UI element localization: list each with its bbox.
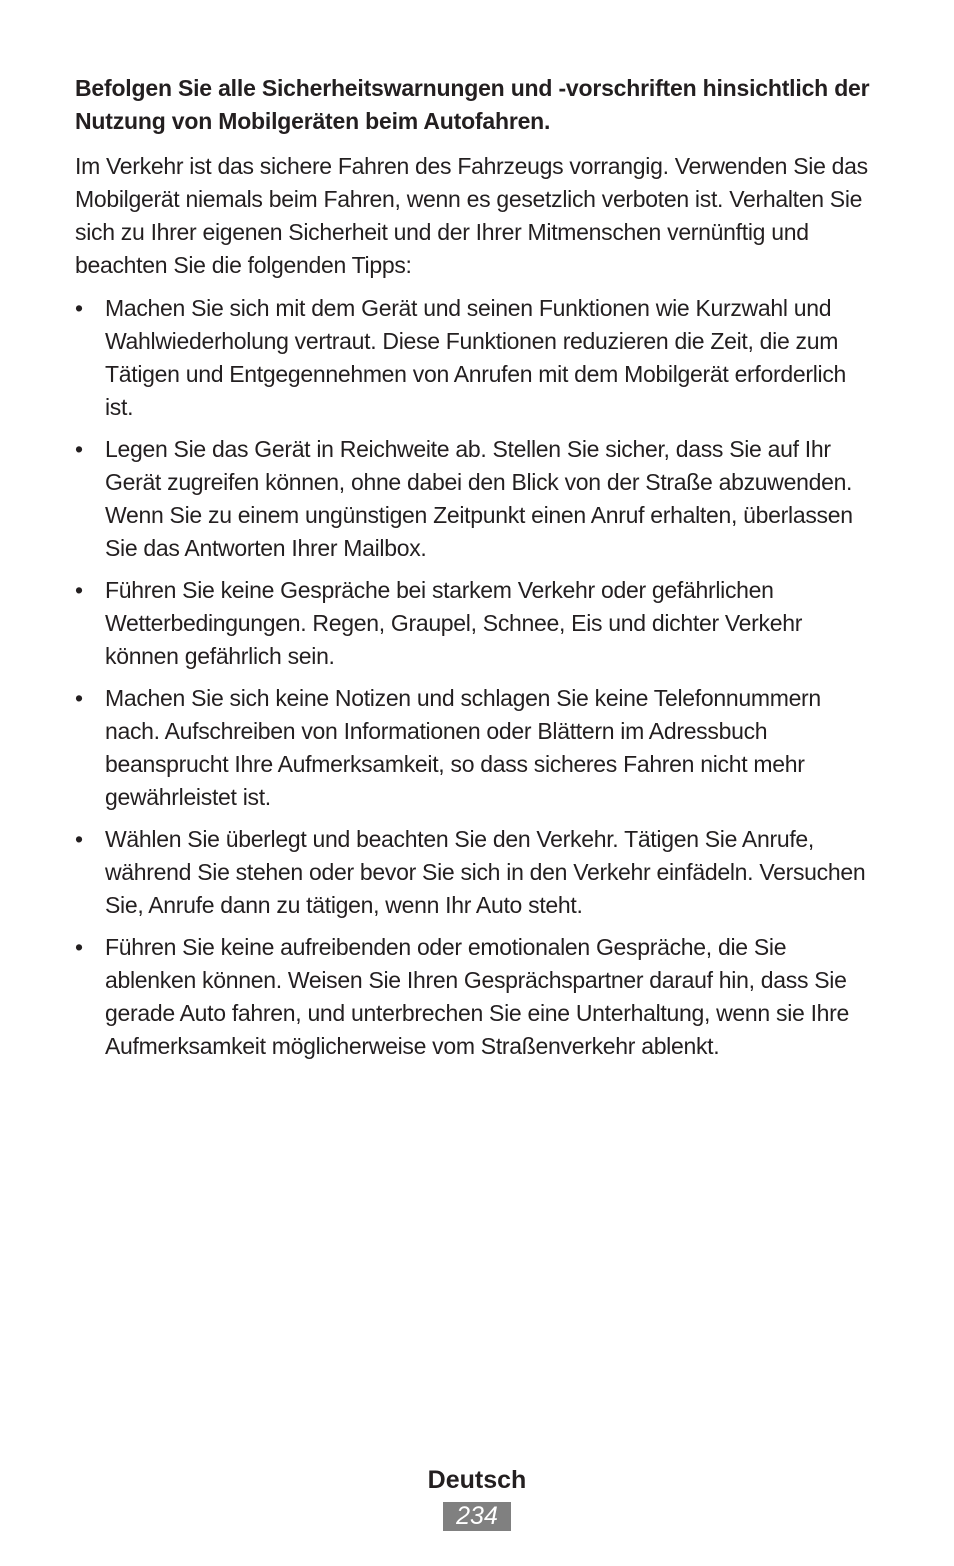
footer-language: Deutsch — [427, 1466, 527, 1494]
list-item-text: Machen Sie sich mit dem Gerät und seinen Funktionen wie Kurzwahl und Wahlwiederholung vertraut. Diese Funktionen reduzieren die Zeit, die zum Tätigen und Entgegennehmen von Anrufen mit dem Mobilgerät erforderlich ist. — [105, 295, 847, 420]
list-item — [75, 574, 875, 673]
list-item-text: Wählen Sie überlegt und beachten Sie den Verkehr. Tätigen Sie Anrufe, während Sie stehen oder bevor Sie sich in den Verkehr einfädeln. Versuchen Sie, Anrufe dann zu tätigen, wenn Ihr Auto steht. — [105, 826, 866, 918]
bullet-icon: • — [75, 685, 83, 711]
bullet-icon: • — [75, 934, 83, 960]
tips-list — [75, 292, 875, 1063]
bullet-icon: • — [75, 826, 83, 852]
list-item — [75, 292, 875, 424]
list-item — [75, 823, 875, 922]
list-item-text: Machen Sie sich keine Notizen und schlagen Sie keine Telefonnummern nach. Aufschreiben von Informationen oder Blättern im Adressbuch beansprucht Ihre Aufmerksamkeit, so dass sicheres Fahren nicht mehr gewährleistet ist. — [105, 685, 821, 810]
list-item — [75, 682, 875, 814]
list-item — [75, 931, 875, 1063]
page-number-badge: 234 — [443, 1502, 511, 1531]
document-body — [75, 72, 875, 1072]
list-item-text: Legen Sie das Gerät in Reichweite ab. Stellen Sie sicher, dass Sie auf Ihr Gerät zugreifen können, ohne dabei den Blick von der Straße abzuwenden. Wenn Sie zu einem ungünstigen Zeitpunkt einen Anruf erhalten, überlassen Sie das Antworten Ihrer Mailbox. — [105, 436, 853, 561]
intro-paragraph: Im Verkehr ist das sichere Fahren des Fahrzeugs vorrangig. Verwenden Sie das Mobilgerät niemals beim Fahren, wenn es gesetzlich verboten ist. Verhalten Sie sich zu Ihrer eigenen Sicherheit und der Ihrer Mitmenschen vernünftig und beachten Sie die folgenden Tipps: — [75, 153, 868, 278]
bullet-icon: • — [75, 577, 83, 603]
bullet-icon: • — [75, 436, 83, 462]
section-heading: Befolgen Sie alle Sicherheitswarnungen und -vorschriften hinsichtlich der Nutzung von Mobilgeräten beim Autofahren. — [75, 75, 870, 134]
page-footer — [0, 1464, 954, 1531]
bullet-icon: • — [75, 295, 83, 321]
list-item-text: Führen Sie keine Gespräche bei starkem Verkehr oder gefährlichen Wetterbedingungen. Regen, Graupel, Schnee, Eis und dichter Verkehr können gefährlich sein. — [105, 577, 803, 669]
list-item — [75, 433, 875, 565]
list-item-text: Führen Sie keine aufreibenden oder emotionalen Gespräche, die Sie ablenken können. Weisen Sie Ihren Gesprächspartner darauf hin, dass Sie gerade Auto fahren, und unterbrechen Sie eine Unterhaltung, wenn sie Ihre Aufmerksamkeit möglicherweise vom Straßenverkehr ablenkt. — [105, 934, 850, 1059]
